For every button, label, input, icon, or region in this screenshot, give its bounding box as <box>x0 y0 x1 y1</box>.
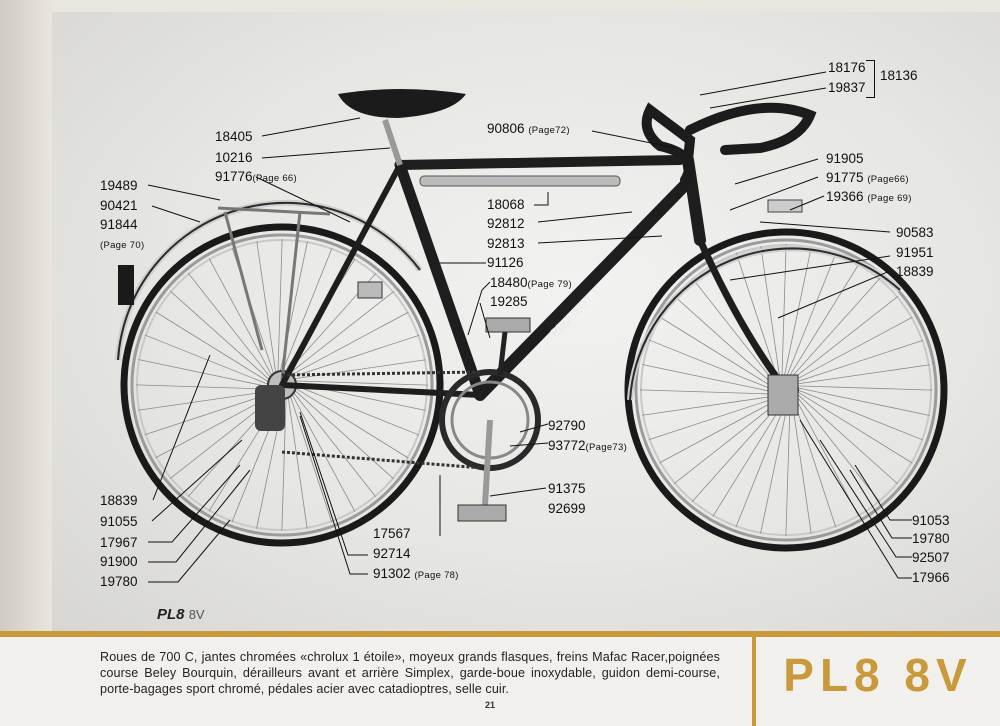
part-label-91055: 91055 <box>100 514 138 529</box>
page-number: 21 <box>484 700 495 710</box>
part-label-18405: 18405 <box>215 129 253 144</box>
part-label-19489: 19489 <box>100 178 138 193</box>
part-label-18068: 18068 <box>487 197 525 212</box>
part-label-18839-front: 18839 <box>896 264 934 279</box>
part-label-91900: 91900 <box>100 554 138 569</box>
part-label-93772: 93772(Page73) <box>548 438 628 453</box>
part-label-92699: 92699 <box>548 501 586 516</box>
label-bracket <box>866 60 875 98</box>
part-label-18176: 18176 <box>828 60 866 75</box>
part-label-91905: 91905 <box>826 151 864 166</box>
part-label-19366: 19366 (Page 69) <box>826 189 912 204</box>
part-label-17967: 17967 <box>100 535 138 550</box>
part-label-92813: 92813 <box>487 236 525 251</box>
part-label-91126: 91126 <box>487 255 524 270</box>
part-label-91951: 91951 <box>896 245 934 260</box>
photo-model-caption: PL8 8V <box>157 606 205 623</box>
part-label-92812: 92812 <box>487 216 525 231</box>
part-label-10216: 10216 <box>215 150 253 165</box>
part-label-91053: 91053 <box>912 513 950 528</box>
frame-brand-text: PEUGEOT <box>548 293 596 340</box>
part-label-18480: 18480(Page 79) <box>490 275 572 290</box>
model-description: Roues de 700 C, jantes chromées «chrolux 1 étoile», moyeux grands flasques, freins Mafac Racer,poignées course Beley Bourquin, dérailleurs avant et arrière Simplex, garde-boue inoxydable, guidon demi-course, porte-bagages sport chromé, pédales acier avec catadioptres, selle cuir. <box>100 650 720 696</box>
part-label-17966: 17966 <box>912 570 950 585</box>
part-label-91302: 91302 (Page 78) <box>373 566 459 581</box>
model-title: PL8 8V <box>783 649 973 701</box>
part-label-91375: 91375 <box>548 481 586 496</box>
part-label-91775: 91775 (Page66) <box>826 170 909 185</box>
part-label-18136: 18136 <box>880 68 918 83</box>
part-label-19780-rear: 19780 <box>100 574 138 589</box>
part-label-19837: 19837 <box>828 80 866 95</box>
part-label-92507: 92507 <box>912 550 950 565</box>
part-label-90583: 90583 <box>896 225 934 240</box>
part-label-91776: 91776(Page 66) <box>215 169 297 184</box>
part-label-92790: 92790 <box>548 418 586 433</box>
part-label-91844: 91844 <box>100 217 138 232</box>
part-label-17567: 17567 <box>373 526 411 541</box>
part-label-92714: 92714 <box>373 546 411 561</box>
part-label-90421: 90421 <box>100 198 138 213</box>
part-label-19285: 19285 <box>490 294 528 309</box>
part-label-page70: (Page 70) <box>100 240 145 251</box>
part-label-90806: 90806 (Page72) <box>487 121 570 136</box>
part-label-19780-front: 19780 <box>912 531 950 546</box>
part-label-18839-rear: 18839 <box>100 493 138 508</box>
